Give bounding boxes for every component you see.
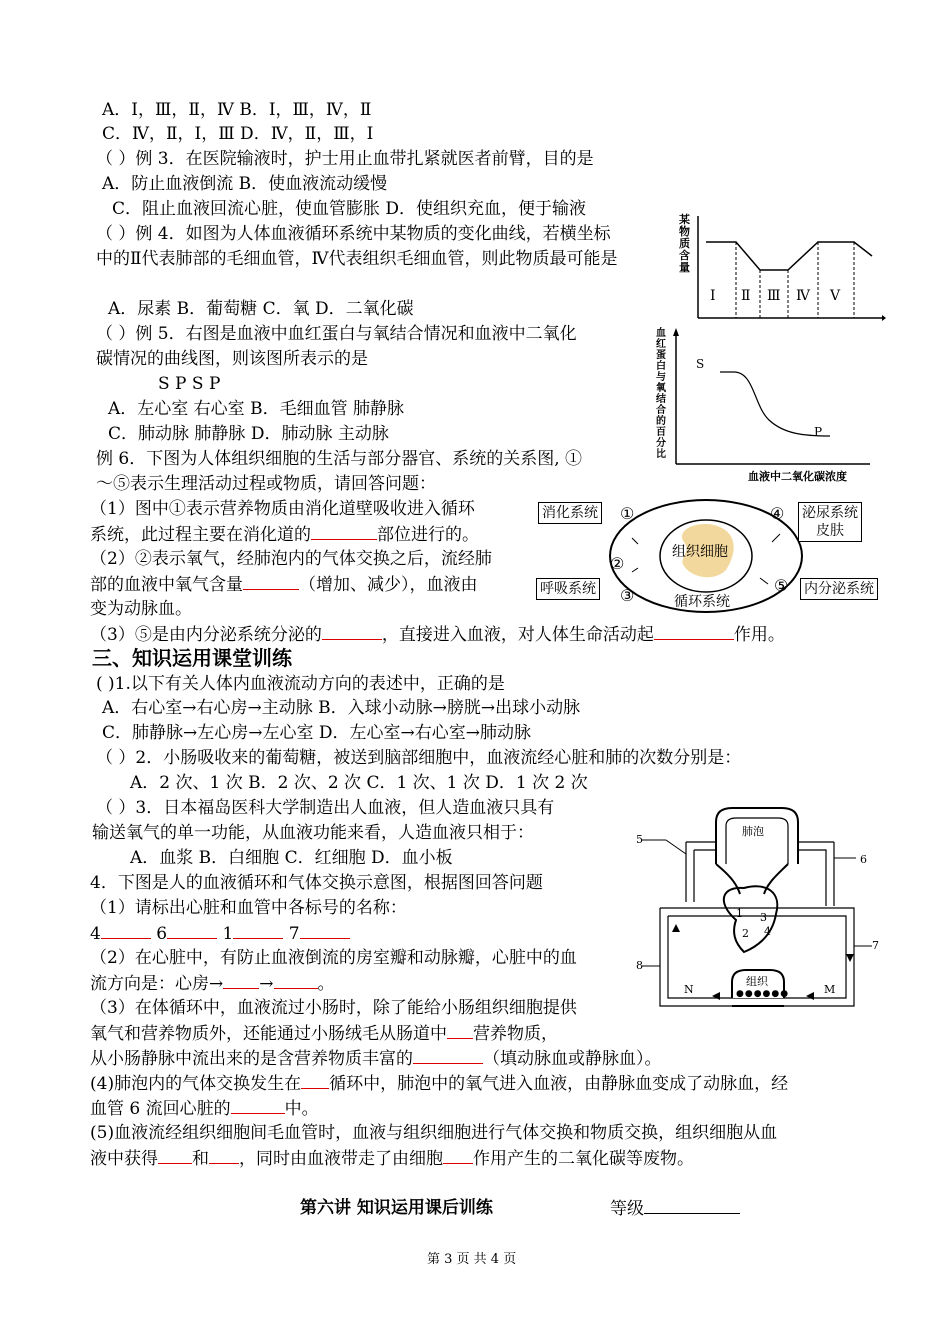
- ex5-figure: [654, 326, 874, 486]
- q3-question-line1: （ ）3．日本福岛医科大学制造出人血液，但人造血液只具有: [96, 798, 555, 818]
- ex6-q3: （3）⑤是由内分泌系统分泌的 ，直接进入血液，对人体生命活动起 作用。: [90, 622, 785, 647]
- q3-options: A．血浆 B．白细胞 C．红细胞 D．血小板: [130, 848, 453, 868]
- answer-blank[interactable]: [231, 1096, 285, 1114]
- answer-blank[interactable]: [322, 622, 382, 640]
- q4-sub3-line3: 从小肠静脉中流出来的是含营养物质丰富的 （填动脉血或静脉血）。: [90, 1046, 662, 1071]
- q4-label-5: 5: [636, 833, 643, 846]
- ex4-question-line1: （ ）例 4．如图为人体血液循环系统中某物质的变化曲线，若横坐标: [96, 224, 611, 244]
- q4-alveolus-label: 肺泡: [742, 825, 764, 838]
- ex5-point-s: S: [696, 357, 705, 371]
- ex4-options: A．尿素 B．葡萄糖 C．氧 D．二氧化碳: [108, 299, 414, 319]
- ex3-options-cd: C．阻止血液回流心脏，使血管膨胀 D．使组织充血，便于输液: [112, 199, 587, 219]
- answer-blank[interactable]: [300, 921, 350, 939]
- q2-question: （ ）2．小肠吸收来的葡萄糖，被送到脑部细胞中，血液流经心脏和肺的次数分别是：: [96, 748, 742, 768]
- ex6-q1-line2: 系统，此过程主要在消化道的 部位进行的。: [90, 522, 479, 547]
- section-heading: 三、知识运用课堂训练: [92, 646, 292, 670]
- q4-sub3-line2: 氧气和营养物质外，还能通过小肠绒毛从肠道中 营养物质，: [90, 1021, 558, 1046]
- q4-sub1-blanks: 4 6 1 7: [90, 921, 350, 946]
- q4-label-7: 7: [872, 939, 879, 952]
- grade-blank[interactable]: [644, 1196, 740, 1214]
- answer-blank[interactable]: [101, 921, 151, 939]
- ex5-point-p: P: [814, 425, 823, 439]
- q4-label-4: 4: [764, 925, 771, 938]
- ex6-n5: ⑤: [774, 576, 789, 595]
- ex6-endocrine-box: 内分泌系统: [800, 578, 878, 600]
- q4-label-m: M: [824, 983, 836, 996]
- q3-question-line2: 输送氧气的单一功能，从血液功能来看，人造血液只相于：: [92, 823, 534, 843]
- q4-sub1: （1）请标出心脏和血管中各标号的名称：: [90, 898, 407, 918]
- q1-question: ( )1.以下有关人体内血液流动方向的表述中，正确的是: [96, 674, 505, 694]
- answer-blank[interactable]: [274, 971, 318, 989]
- ex6-question-line2: ～⑤表示生理活动过程或物质，请回答问题：: [96, 474, 436, 494]
- ex4-ylabel: 某物质含量: [679, 213, 690, 274]
- answer-blank[interactable]: [301, 1071, 329, 1089]
- answer-blank[interactable]: [223, 971, 259, 989]
- ex6-digestive-box: 消化系统: [538, 502, 602, 524]
- answer-blank[interactable]: [243, 572, 299, 590]
- ex6-n2: ②: [610, 554, 625, 573]
- q1-options-ab: A．右心室→右心房→主动脉 B．入球小动脉→膀胱→出球小动脉: [102, 698, 581, 718]
- q4-label-1: 1: [736, 907, 743, 920]
- q4-sub2-line2: 流方向是：心房→ → 。: [90, 971, 335, 996]
- ex3-question: （ ）例 3．在医院输液时，护士用止血带扎紧就医者前臂，目的是: [96, 149, 594, 169]
- answer-blank[interactable]: [413, 1046, 483, 1064]
- ex5-question-line1: （ ）例 5．右图是血液中血红蛋白与氧结合情况和血液中二氧化: [96, 324, 577, 344]
- q4-sub5-line1: (5)血液流经组织细胞间毛血管时，血液与组织细胞进行气体交换和物质交换，组织细胞从血: [90, 1123, 778, 1143]
- grade-label: 等级: [610, 1196, 740, 1221]
- ex5-question-line2: 碳情况的曲线图，则该图所表示的是: [96, 349, 368, 369]
- q4-sub5-line2: 液中获得 和 ，同时由血液带走了由细胞 作用产生的二氧化碳等废物。: [90, 1146, 694, 1171]
- ex6-q1-line1: （1）图中①表示营养物质由消化道壁吸收进入循环: [90, 499, 475, 519]
- answer-blank[interactable]: [447, 1021, 473, 1039]
- q4-sub4-line2: 血管 6 流回心脏的 中。: [90, 1096, 319, 1121]
- ex4-question-line2: 中的Ⅱ代表肺部的毛细血管，Ⅳ代表组织毛细血管，则此物质最可能是: [96, 249, 618, 269]
- ex6-respiratory-box: 呼吸系统: [536, 578, 600, 600]
- answer-blank[interactable]: [233, 921, 283, 939]
- ex5-xlabel: 血液中二氧化碳浓度: [748, 470, 847, 483]
- ex5-curve-svg: [654, 326, 874, 486]
- ex6-n1: ①: [620, 504, 635, 523]
- q4-label-6: 6: [860, 853, 867, 866]
- ex6-q2-line3: 变为动脉血。: [90, 599, 192, 619]
- ex4-seg-1: Ⅰ: [710, 288, 716, 304]
- ex6-question-line1: 例 6．下图为人体组织细胞的生活与部分器官、系统的关系图, ①: [96, 449, 583, 469]
- answer-blank[interactable]: [311, 522, 377, 540]
- q4-cells: ●●●●●●: [736, 989, 790, 999]
- page-footer: 第 3 页 共 4 页: [427, 1252, 517, 1267]
- q4-label-2: 2: [742, 927, 749, 940]
- answer-blank[interactable]: [443, 1146, 473, 1164]
- q4-sub3-line1: （3）在体循环中，血液流过小肠时，除了能给小肠组织细胞提供: [90, 998, 577, 1018]
- ex4-seg-5: Ⅴ: [830, 288, 841, 304]
- ex5-sp-header: S P S P: [158, 374, 221, 394]
- ex2-options-ab: A．Ⅰ，Ⅲ，Ⅱ，Ⅳ B．Ⅰ，Ⅲ，Ⅳ，Ⅱ: [102, 100, 372, 120]
- ex6-figure: [534, 498, 894, 618]
- ex4-curve-svg: [676, 212, 886, 324]
- answer-blank[interactable]: [209, 1146, 239, 1164]
- q4-label-8: 8: [636, 959, 643, 972]
- ex6-n4: ④: [770, 504, 785, 523]
- q4-figure: [636, 802, 880, 1028]
- ex4-seg-4: Ⅳ: [796, 288, 810, 304]
- q4-sub2-line1: （2）在心脏中，有防止血液倒流的房室瓣和动脉瓣，心脏中的血: [90, 948, 577, 968]
- ex4-seg-3: Ⅲ: [767, 288, 781, 304]
- q4-label-3: 3: [760, 911, 767, 924]
- ex3-options-ab: A．防止血液倒流 B．使血液流动缓慢: [102, 174, 388, 194]
- ex6-tissue-label: 组织细胞: [672, 544, 728, 560]
- q4-label-n: N: [684, 983, 694, 996]
- q4-sub4-line1: (4)肺泡内的气体交换发生在 循环中，肺泡中的氧气进入血液，由静脉血变成了动脉血，经: [90, 1071, 788, 1096]
- ex6-urinary-box: 泌尿系统 皮肤: [798, 502, 862, 542]
- ex5-options-ab: A．左心室 右心室 B．毛细血管 肺静脉: [108, 399, 404, 419]
- lecture-title: 第六讲 知识运用课后训练: [300, 1198, 493, 1218]
- ex2-options-cd: C．Ⅳ，Ⅱ，Ⅰ，Ⅲ D．Ⅳ，Ⅱ，Ⅲ，Ⅰ: [102, 124, 374, 144]
- ex6-q2-line1: （2）②表示氧气，经肺泡内的气体交换之后，流经肺: [90, 549, 492, 569]
- ex5-ylabel: 血红蛋白与氧结合的百分比: [656, 328, 666, 460]
- ex6-circulation-label: 循环系统: [674, 594, 730, 610]
- ex4-figure: [676, 212, 886, 324]
- answer-blank[interactable]: [158, 1146, 192, 1164]
- answer-blank[interactable]: [654, 622, 734, 640]
- ex6-q2-line2: 部的血液中氧气含量 （增加、减少），血液由: [90, 572, 478, 597]
- ex4-seg-2: Ⅱ: [741, 288, 751, 304]
- q4-question: 4．下图是人的血液循环和气体交换示意图，根据图回答问题: [90, 873, 543, 893]
- ex5-options-cd: C．肺动脉 肺静脉 D．肺动脉 主动脉: [108, 424, 389, 444]
- answer-blank[interactable]: [167, 921, 217, 939]
- q2-options: A．2 次、1 次 B．2 次、2 次 C．1 次、1 次 D．1 次 2 次: [130, 773, 588, 793]
- ex6-n3: ③: [620, 586, 635, 605]
- q4-tissue-label: 组织: [746, 975, 768, 988]
- q1-options-cd: C．肺静脉→左心房→左心室 D．左心室→右心室→肺动脉: [102, 723, 532, 743]
